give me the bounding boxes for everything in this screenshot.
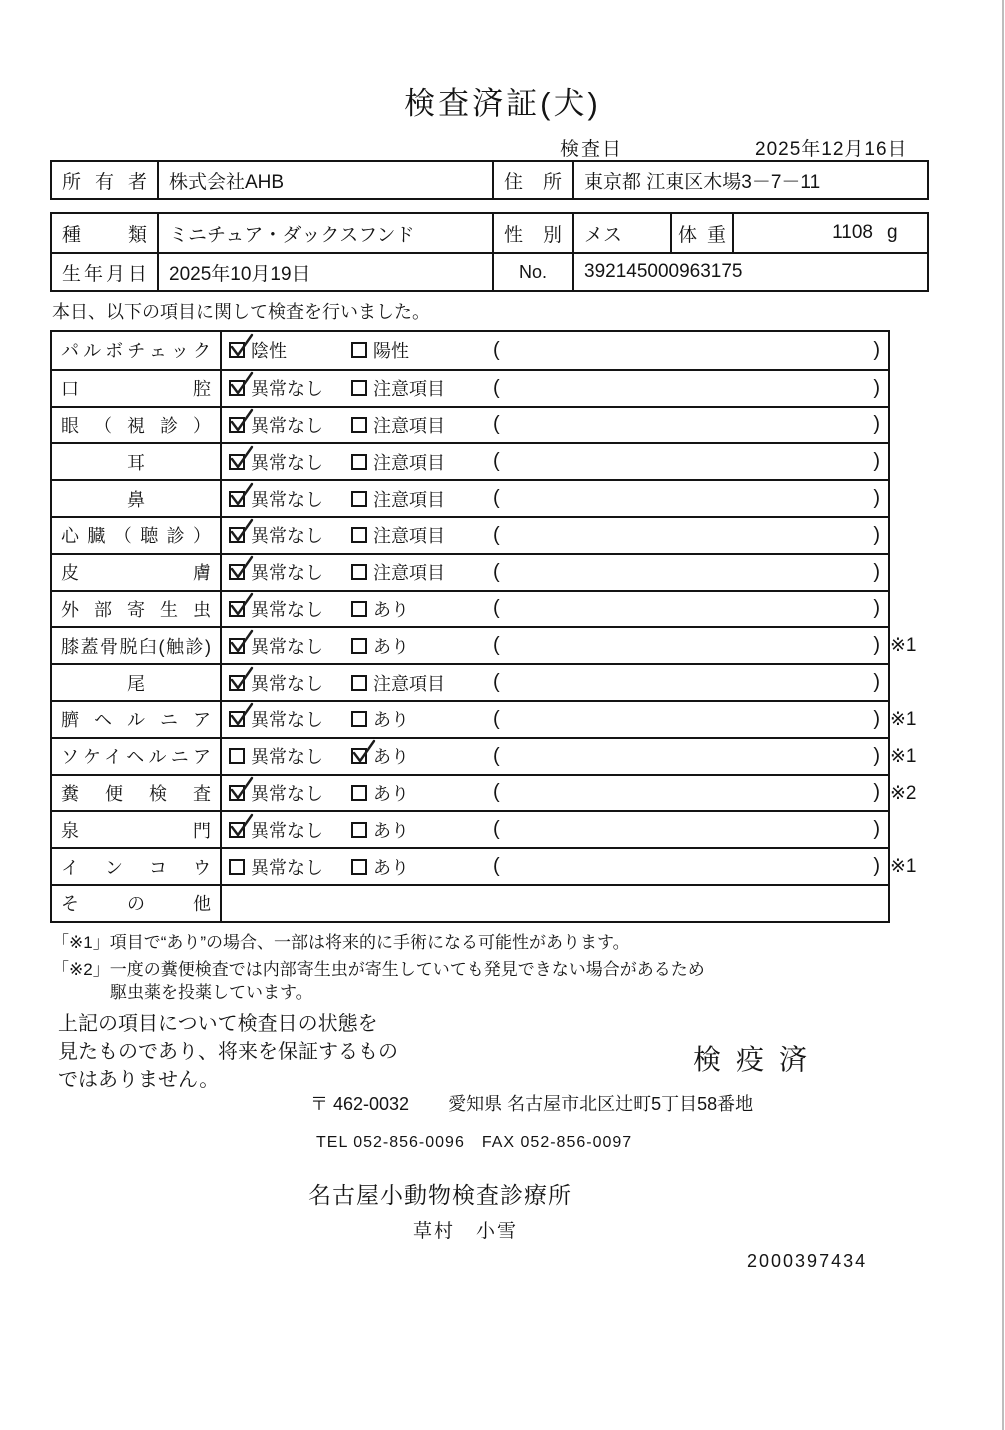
disclaimer-line-3: ではありません。 xyxy=(58,1069,220,1091)
inspection-row xyxy=(52,442,888,479)
quarantine-stamp: 検疫済 xyxy=(693,1044,823,1075)
checkbox-icon xyxy=(351,454,367,470)
checkbox-icon xyxy=(229,785,245,801)
birth-value-cell: 2025年10月19日 xyxy=(157,254,492,290)
breed-value-cell: ミニチュア・ダックスフンド xyxy=(157,214,492,252)
inspection-options xyxy=(222,628,888,663)
option-2 xyxy=(351,337,491,363)
paren-close: ) xyxy=(873,560,880,583)
paren-open: ( xyxy=(493,597,500,620)
inspection-options xyxy=(222,702,888,737)
check-mark-icon xyxy=(228,628,255,655)
sex-value-cell: メス xyxy=(572,214,670,252)
option-2-label: あり xyxy=(373,636,409,657)
checkbox-icon xyxy=(351,675,367,691)
paren-close: ) xyxy=(873,634,880,657)
check-mark-icon xyxy=(228,775,255,802)
option-2-label: あり xyxy=(373,820,409,841)
checkbox-icon xyxy=(351,638,367,654)
checkbox-icon xyxy=(229,380,245,396)
inspection-row xyxy=(52,884,888,921)
option-1 xyxy=(229,486,351,512)
check-mark-icon xyxy=(228,481,255,508)
option-2 xyxy=(351,412,491,438)
option-2-label: 注意項目 xyxy=(373,452,445,473)
option-1-label: 異常なし xyxy=(251,820,323,841)
paren-close: ) xyxy=(873,671,880,694)
option-2-label: 注意項目 xyxy=(373,526,445,547)
check-mark-icon xyxy=(228,812,255,839)
inspection-options xyxy=(222,481,888,516)
paren-open: ( xyxy=(493,744,500,767)
weight-label-cell: 体重 xyxy=(670,214,732,252)
paren-close: ) xyxy=(873,597,880,620)
paren-open: ( xyxy=(493,338,500,361)
sex-label-cell: 性別 xyxy=(492,214,572,252)
option-1 xyxy=(229,743,351,769)
address-label-cell: 住所 xyxy=(492,162,572,198)
inspection-item-label: ソケイヘルニア xyxy=(52,739,222,774)
inspection-item-label: 鼻 xyxy=(52,481,222,516)
check-mark-icon xyxy=(350,738,377,765)
paren-open: ( xyxy=(493,707,500,730)
option-2 xyxy=(351,670,491,696)
inspection-date-label: 検査日 xyxy=(560,139,624,160)
checkbox-icon xyxy=(351,527,367,543)
inspection-item-label: 泉門 xyxy=(52,812,222,847)
checkbox-icon xyxy=(351,564,367,580)
checkbox-icon xyxy=(229,491,245,507)
checkbox-icon xyxy=(229,454,245,470)
breed-row xyxy=(52,214,927,252)
inspection-date-value: 2025年12月16日 xyxy=(755,139,908,160)
option-1-label: 異常なし xyxy=(251,563,323,584)
serial-number: 2000397434 xyxy=(747,1251,868,1271)
inspection-row xyxy=(52,774,917,811)
option-2 xyxy=(351,375,491,401)
option-1 xyxy=(229,337,351,363)
option-1-label: 異常なし xyxy=(251,489,323,510)
inspection-row xyxy=(52,847,917,884)
checkbox-icon xyxy=(229,527,245,543)
option-2-label: あり xyxy=(373,710,409,731)
inspection-item-label: 耳 xyxy=(52,444,222,479)
inspection-item-label: 糞便検査 xyxy=(52,776,222,811)
option-2 xyxy=(351,449,491,475)
option-2-label: あり xyxy=(373,747,409,768)
inspection-item-label: 臍ヘルニア xyxy=(52,702,222,737)
inspection-item-label: 尾 xyxy=(52,665,222,700)
inspection-row xyxy=(52,626,917,663)
paren-close: ) xyxy=(873,376,880,399)
option-1-label: 陰性 xyxy=(251,341,287,362)
check-mark-icon xyxy=(228,370,255,397)
check-mark-icon xyxy=(228,701,255,728)
option-1 xyxy=(229,559,351,585)
option-2 xyxy=(351,854,491,880)
paren-open: ( xyxy=(493,523,500,546)
checkbox-icon xyxy=(351,785,367,801)
inspection-row xyxy=(52,332,888,369)
option-1 xyxy=(229,375,351,401)
checkbox-icon xyxy=(351,380,367,396)
option-1-label: 異常なし xyxy=(251,599,323,620)
inspection-item-label: 心臓（聴診） xyxy=(52,518,222,553)
check-mark-icon xyxy=(228,444,255,471)
animal-info-table xyxy=(50,212,929,292)
option-1-label: 異常なし xyxy=(251,452,323,473)
paren-open: ( xyxy=(493,634,500,657)
paren-close: ) xyxy=(873,487,880,510)
inspection-row xyxy=(52,700,917,737)
weight-value-cell xyxy=(732,214,927,252)
option-1-label: 異常なし xyxy=(251,857,323,878)
paren-close: ) xyxy=(873,523,880,546)
inspection-options xyxy=(222,849,888,884)
option-1-label: 異常なし xyxy=(251,415,323,436)
option-2-label: 注意項目 xyxy=(373,563,445,584)
clinic-postal-code: 〒 462-0032 xyxy=(310,1094,410,1114)
checkbox-icon xyxy=(229,601,245,617)
row-note: ※1 xyxy=(890,635,917,657)
inspection-row xyxy=(52,516,888,553)
inspection-options xyxy=(222,886,888,921)
inspection-options xyxy=(222,408,888,443)
paren-close: ) xyxy=(873,744,880,767)
paren-close: ) xyxy=(873,818,880,841)
inspection-options xyxy=(222,812,888,847)
inspection-row xyxy=(52,479,888,516)
disclaimer-line-1: 上記の項目について検査日の状態を xyxy=(58,1013,378,1035)
no-value-cell: 392145000963175 xyxy=(572,254,927,290)
inspection-row xyxy=(52,810,888,847)
option-1-label: 異常なし xyxy=(251,673,323,694)
paren-open: ( xyxy=(493,376,500,399)
paren-close: ) xyxy=(873,781,880,804)
inspection-options xyxy=(222,665,888,700)
inspection-options xyxy=(222,371,888,406)
checkbox-icon xyxy=(351,601,367,617)
paren-open: ( xyxy=(493,855,500,878)
option-1-label: 異常なし xyxy=(251,747,323,768)
inspection-options xyxy=(222,332,888,369)
option-2 xyxy=(351,633,491,659)
birth-row xyxy=(52,252,927,290)
option-2 xyxy=(351,559,491,585)
inspection-item-label: 皮膚 xyxy=(52,555,222,590)
checkbox-icon xyxy=(351,822,367,838)
checkbox-icon xyxy=(351,748,367,764)
checkbox-icon xyxy=(351,417,367,433)
inspection-options xyxy=(222,776,888,811)
check-mark-icon xyxy=(228,407,255,434)
disclaimer-line-2: 見たものであり、将来を保証するもの xyxy=(58,1041,398,1063)
inspection-row xyxy=(52,369,888,406)
paren-open: ( xyxy=(493,487,500,510)
check-mark-icon xyxy=(228,665,255,692)
scan-edge-artifact xyxy=(1002,0,1004,1430)
inspection-item-label: パルボチェック xyxy=(52,332,222,369)
footnote-2-line-1: 「※2」一度の糞便検査では内部寄生虫が寄生していても発見できない場合があるため xyxy=(52,960,705,979)
checkbox-icon xyxy=(229,822,245,838)
paren-close: ) xyxy=(873,855,880,878)
option-1 xyxy=(229,596,351,622)
checkbox-icon xyxy=(351,711,367,727)
clinic-address: 愛知県 名古屋市北区辻町5丁目58番地 xyxy=(448,1094,754,1114)
owner-table xyxy=(50,160,929,200)
inspection-table xyxy=(50,330,917,923)
option-2-label: 注意項目 xyxy=(373,489,445,510)
veterinarian-name: 草村 小雪 xyxy=(413,1221,519,1242)
inspection-row xyxy=(52,663,888,700)
checkbox-icon xyxy=(351,342,367,358)
checkbox-icon xyxy=(229,675,245,691)
row-note: ※1 xyxy=(890,856,917,878)
clinic-postal-line xyxy=(310,1090,753,1116)
option-2-label: 注意項目 xyxy=(373,379,445,400)
option-1-label: 異常なし xyxy=(251,379,323,400)
row-note: ※2 xyxy=(890,782,917,804)
inspection-options xyxy=(222,592,888,627)
inspection-item-label: 口腔 xyxy=(52,371,222,406)
intro-sentence: 本日、以下の項目に関して検査を行いました。 xyxy=(52,302,430,322)
option-2 xyxy=(351,743,491,769)
option-1 xyxy=(229,780,351,806)
option-2-label: あり xyxy=(373,599,409,620)
checkbox-icon xyxy=(229,342,245,358)
option-1 xyxy=(229,633,351,659)
check-mark-icon xyxy=(228,554,255,581)
checkbox-icon xyxy=(229,417,245,433)
checkbox-icon xyxy=(229,748,245,764)
inspection-item-label: 眼（視診） xyxy=(52,408,222,443)
option-2-label: あり xyxy=(373,857,409,878)
option-1-label: 異常なし xyxy=(251,783,323,804)
weight-value: 1108 xyxy=(832,222,873,243)
inspection-options xyxy=(222,739,888,774)
checkbox-icon xyxy=(229,711,245,727)
option-1 xyxy=(229,412,351,438)
inspection-row xyxy=(52,590,888,627)
paren-open: ( xyxy=(493,413,500,436)
footnote-1: 「※1」項目で“あり”の場合、一部は将来的に手術になる可能性があります。 xyxy=(52,933,630,952)
paren-open: ( xyxy=(493,450,500,473)
breed-label-cell: 種類 xyxy=(62,224,147,246)
option-2 xyxy=(351,596,491,622)
inspection-options xyxy=(222,444,888,479)
checkbox-icon xyxy=(351,491,367,507)
inspection-item-label: インコウ xyxy=(52,849,222,884)
paren-close: ) xyxy=(873,338,880,361)
paren-open: ( xyxy=(493,560,500,583)
option-2 xyxy=(351,522,491,548)
row-note: ※1 xyxy=(890,708,917,730)
weight-unit: g xyxy=(887,222,898,243)
check-mark-icon xyxy=(228,591,255,618)
checkbox-icon xyxy=(229,564,245,580)
owner-label-cell: 所有者 xyxy=(62,171,147,193)
checkbox-icon xyxy=(229,638,245,654)
paren-open: ( xyxy=(493,818,500,841)
option-2 xyxy=(351,706,491,732)
inspection-item-label: 膝蓋骨脱臼(触診) xyxy=(52,628,222,663)
paren-open: ( xyxy=(493,671,500,694)
footnote-2-line-2: 駆虫薬を投薬しています。 xyxy=(110,983,313,1002)
birth-label-cell: 生年月日 xyxy=(62,263,147,285)
inspection-item-label: その他 xyxy=(52,886,222,921)
checkbox-icon xyxy=(229,859,245,875)
row-note: ※1 xyxy=(890,745,917,767)
option-1 xyxy=(229,706,351,732)
option-1 xyxy=(229,670,351,696)
owner-value-cell: 株式会社AHB xyxy=(157,162,492,198)
paren-close: ) xyxy=(873,707,880,730)
paren-open: ( xyxy=(493,781,500,804)
option-1-label: 異常なし xyxy=(251,636,323,657)
option-2 xyxy=(351,486,491,512)
option-2-label: 陽性 xyxy=(373,341,409,362)
clinic-tel-fax: TEL 052-856-0096 FAX 052-856-0097 xyxy=(316,1134,633,1151)
checkbox-icon xyxy=(351,859,367,875)
paren-close: ) xyxy=(873,450,880,473)
option-2-label: 注意項目 xyxy=(373,673,445,694)
inspection-row xyxy=(52,406,888,443)
check-mark-icon xyxy=(228,332,255,359)
inspection-item-label: 外部寄生虫 xyxy=(52,592,222,627)
option-1-label: 異常なし xyxy=(251,710,323,731)
address-value-cell: 東京都 江東区木場3－7－11 xyxy=(572,162,927,198)
no-label-cell: No. xyxy=(492,254,572,290)
inspection-row xyxy=(52,553,888,590)
paren-close: ) xyxy=(873,413,880,436)
clinic-name: 名古屋小動物検査診療所 xyxy=(308,1182,572,1208)
inspection-options xyxy=(222,518,888,553)
option-2 xyxy=(351,817,491,843)
check-mark-icon xyxy=(228,517,255,544)
option-1 xyxy=(229,449,351,475)
option-1 xyxy=(229,854,351,880)
option-1-label: 異常なし xyxy=(251,526,323,547)
option-1 xyxy=(229,817,351,843)
inspection-options xyxy=(222,555,888,590)
inspection-row xyxy=(52,737,917,774)
option-2-label: あり xyxy=(373,783,409,804)
option-1 xyxy=(229,522,351,548)
option-2-label: 注意項目 xyxy=(373,415,445,436)
option-2 xyxy=(351,780,491,806)
page-title: 検査済証(犬) xyxy=(404,86,601,121)
